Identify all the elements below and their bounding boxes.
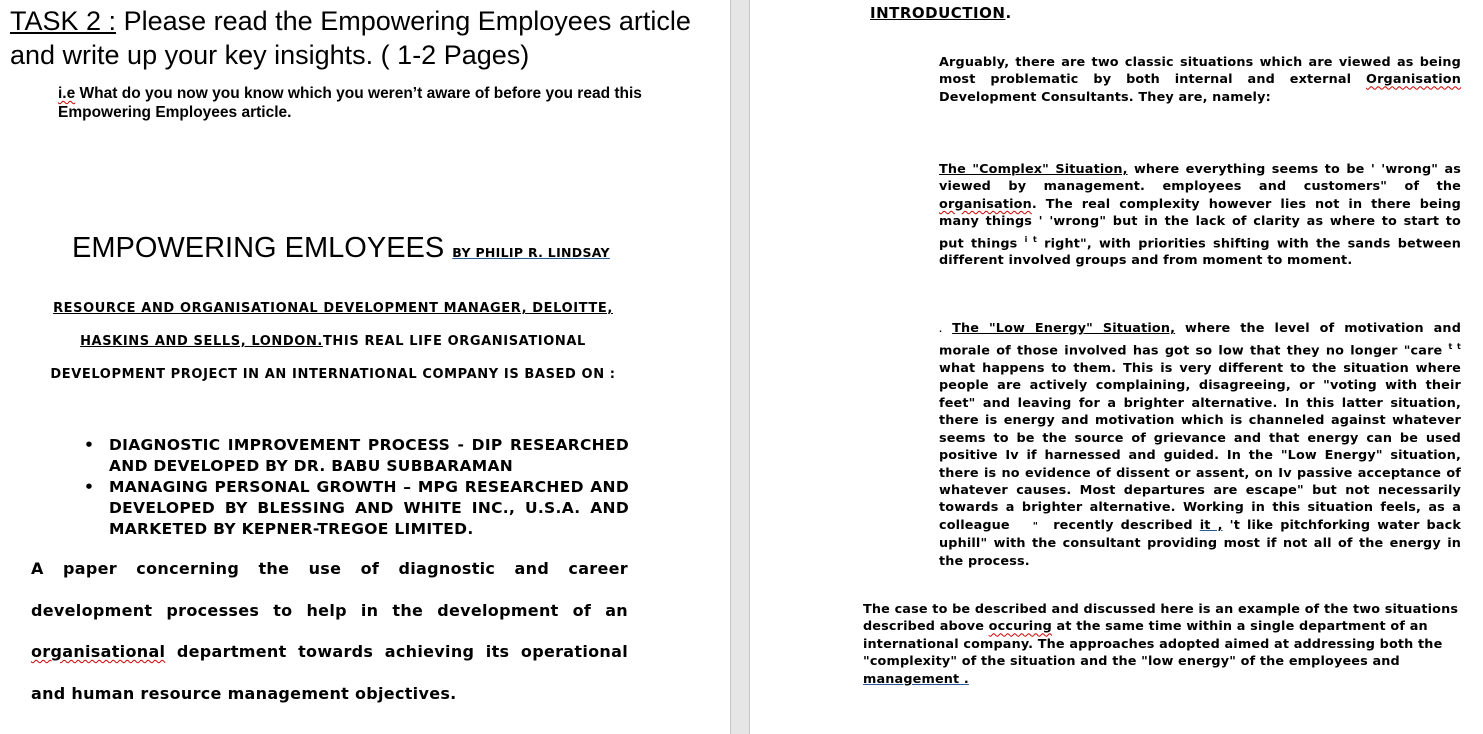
- article-title-text: EMPOWERING EMLOYEES: [72, 232, 445, 264]
- spelling-flag-organisation[interactable]: organisation: [939, 196, 1032, 212]
- spelling-flag-organisational[interactable]: organisational: [31, 642, 166, 661]
- case-underlined-word: management .: [863, 671, 969, 687]
- complex-situation-title: The "Complex" Situation,: [939, 162, 1128, 177]
- task-heading: [10, 4, 710, 72]
- low-energy-text-2: what happens to them. This is very different to the situation where people are actively complaining, disagreeing, or "voting with their feet" and leaving for a brighter alternative. In this latter situation, there is energy and motivation which is channeled against whatever seems to be the source of grievance and that energy can be used positive Iv if harnessed and guided. In the "Low Energy" situation, there is no evidence of dissent or assent, on Iv passive acceptance of whatever causes. Most departures are escape" but not necessarily towards a brighter alternative. Working in this situation feels, as a colleague: [939, 361, 1461, 533]
- low-energy-underlined-word: it ,: [1199, 517, 1223, 533]
- low-energy-text-3: recently described: [1053, 517, 1193, 533]
- article-title: [72, 232, 610, 265]
- low-energy-situation-paragraph: [939, 320, 1461, 570]
- complex-text-2: . The real complexity however lies not in there being many things ' 'wrong" but in the lack of clarity as where to start to put things: [939, 196, 1461, 251]
- low-energy-text-1: where the level of motivation and morale of those involved has got so low that they no longer "care: [939, 321, 1461, 359]
- low-energy-situation-title: The "Low Energy" Situation,: [952, 321, 1176, 336]
- task-subheading-prefix: i.e: [58, 85, 76, 102]
- bullet-icon: •: [84, 478, 95, 496]
- introduction-heading-text: INTRODUCTION: [870, 4, 1006, 22]
- case-text-2: at the same time within a single department of an international company. The approaches adopted aimed at addressing both the "complexity" of the situation and the "low energy" of the employees and: [863, 619, 1443, 670]
- task-subheading: [58, 84, 658, 122]
- document-page-right[interactable]: [750, 0, 1483, 734]
- task-subheading-text: What do you now you know which you weren’t aware of before you read this Empowering Employees article.: [58, 85, 642, 121]
- project-basis-line: DEVELOPMENT PROJECT IN AN INTERNATIONAL COMPANY IS BASED ON :: [50, 367, 616, 382]
- list-item: [84, 477, 629, 540]
- stray-marks: t t: [1448, 342, 1462, 352]
- bullet-icon: •: [84, 436, 95, 454]
- author-affiliation-line-2: [0, 334, 666, 349]
- introduction-heading-suffix: .: [1005, 4, 1012, 22]
- page-gutter: [730, 0, 750, 734]
- intro-paragraph: [939, 54, 1461, 106]
- lead-mark: .: [939, 325, 943, 334]
- quote-mark: ": [1032, 520, 1039, 532]
- document-page-left[interactable]: [0, 0, 730, 734]
- abstract-paragraph: [31, 548, 628, 714]
- abstract-text-start: A paper concerning the use of diagnostic and career development processes to help in the development of an: [31, 559, 628, 620]
- case-description-paragraph: [863, 601, 1463, 688]
- intro-text-end: Development Consultants. They are, namely:: [939, 89, 1271, 105]
- spelling-flag-organisation[interactable]: Organisation: [1366, 72, 1461, 88]
- article-byline: BY PHILIP R. LINDSAY: [452, 245, 610, 260]
- complex-text-3: right", with priorities shifting with the sands between different involved groups and from moment to moment.: [939, 235, 1461, 269]
- stray-marks: i t: [1024, 234, 1037, 244]
- author-affiliation-location: HASKINS AND SELLS, LONDON.: [80, 334, 323, 349]
- task-label: TASK 2 :: [10, 6, 117, 36]
- bullet-text: MANAGING PERSONAL GROWTH – MPG RESEARCHED AND DEVELOPED BY BLESSING AND WHITE INC., U.S.A. AND MARKETED BY KEPNER-TREGOE LIMITED.: [109, 478, 629, 538]
- task-heading-text: Please read the Empowering Employees article and write up your key insights. ( 1-2 Pages): [10, 6, 691, 70]
- spelling-flag-occuring[interactable]: occuring: [988, 619, 1052, 635]
- author-affiliation-line-1: RESOURCE AND ORGANISATIONAL DEVELOPMENT MANAGER, DELOITTE,: [53, 301, 613, 316]
- complex-text-1: where everything seems to be ' 'wrong" as viewed by management. employees and customers" of the: [939, 162, 1461, 195]
- bullet-text: DIAGNOSTIC IMPROVEMENT PROCESS - DIP RESEARCHED AND DEVELOPED BY DR. BABU SUBBARAMAN: [109, 436, 629, 475]
- intro-text-start: Arguably, there are two classic situations which are viewed as being most problematic by both internal and external: [939, 55, 1461, 88]
- methods-bullet-list: [84, 435, 629, 540]
- project-intro-text: THIS REAL LIFE ORGANISATIONAL: [322, 334, 586, 349]
- case-text-1: The case to be described and discussed here is an example of the two situations described above: [863, 602, 1459, 635]
- complex-situation-paragraph: [939, 161, 1461, 270]
- abstract-text-end: department towards achieving its operational and human resource management objectives.: [31, 642, 628, 703]
- low-energy-text-4: 't like pitchforking water back uphill" with the consultant providing most if not all of the energy in the process.: [939, 517, 1462, 569]
- introduction-heading: [870, 4, 1012, 22]
- list-item: [84, 435, 629, 477]
